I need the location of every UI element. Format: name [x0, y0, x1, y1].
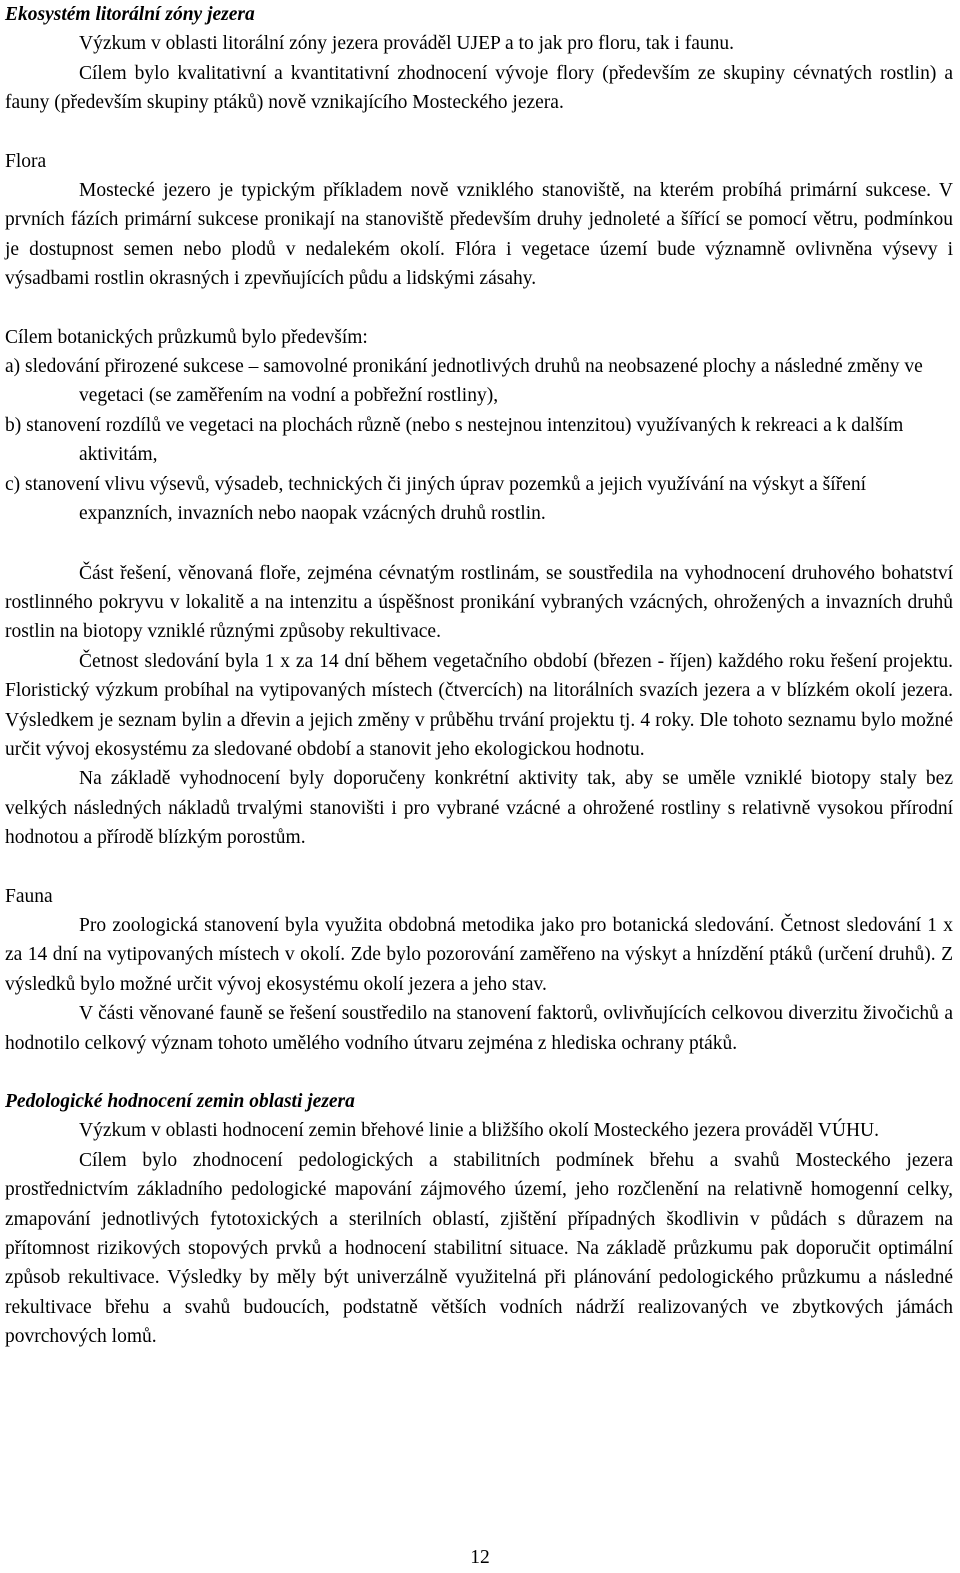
paragraph: Výzkum v oblasti hodnocení zemin břehové linie a bližšího okolí Mosteckého jezera prováděl VÚHU. [79, 1120, 880, 1142]
paragraph: Cílem bylo zhodnocení pedologických a stabilitních podmínek břehu a svahů Mosteckého jezera prostřednictvím základního pedologické mapování zájmového území, jeho rozčlenění na relativně homogenní celky, zmapování jednotlivých fytotoxických a sterilních oblastí, zjištění případných škodlivin v půdách s důrazem na přítomnost rizikových stopových prvků a hodnocení stabilitní situace. Na základě průzkumu pak doporučit optimální způsob rekultivace. Výsledky by měly být univerzálně využitelná při plánování pedologického průzkumu a následné rekultivace břehu a svahů budoucích, podstatně větších vodních nádrží realizovaných ve zbytkových jámách povrchových lomů. [5, 1149, 953, 1348]
section-title-pedology: Pedologické hodnocení zemin oblasti jezera [5, 1091, 355, 1112]
paragraph: Cílem bylo kvalitativní a kvantitativní zhodnocení vývoje flory (především ze skupiny cévnatých rostlin) a fauny (především skupiny ptáků) nově vznikajícího Mosteckého jezera. [5, 62, 953, 114]
spacer [5, 294, 953, 323]
subsection-title-flora: Flora [5, 150, 47, 172]
list-item: a) sledování přirozené sukcese – samovolné pronikání jednotlivých druhů na neobsazené plochy a následné změny ve vegetaci (se zaměřením na vodní a pobřežní rostliny), [5, 356, 923, 407]
page-number: 12 [470, 1547, 490, 1568]
subsection-title-fauna: Fauna [5, 885, 53, 907]
spacer [5, 1058, 953, 1087]
spacer [5, 529, 953, 559]
spacer [5, 118, 953, 147]
section-flora [5, 147, 953, 853]
paragraph: Na základě vyhodnocení byly doporučeny konkrétní aktivity tak, aby se uměle vzniklé biotopy staly bez velkých následných nákladů trvalými stanovišti i pro vybrané vzácné a ohrožené rostliny s relativně vysokou přírodní hodnotou a přírodě blízkým porostům. [5, 768, 953, 849]
section-title-ecosystem: Ekosystém litorální zóny jezera [5, 4, 255, 25]
goals-list [5, 352, 953, 528]
paragraph: V části věnované fauně se řešení soustředilo na stanovení faktorů, ovlivňujících celkovou diverzitu živočichů a hodnotilo celkový význam tohoto umělého vodního útvaru zejména z hlediska ochrany ptáků. [5, 1003, 953, 1054]
paragraph: Četnost sledování byla 1 x za 14 dní během vegetačního období (březen - říjen) každého roku řešení projektu. Floristický výzkum probíhal na vytipovaných místech (čtvercích) na litorálních svazích jezera a v blízkém okolí jezera. Výsledkem je seznam bylin a dřevin a jejich změny v průběhu trvání projektu tj. 4 roky. Dle tohoto seznamu bylo možné určit vývoj ekosystému za sledované období a stanovit jeho ekologickou hodnotu. [5, 650, 953, 760]
paragraph: Část řešení, věnovaná floře, zejména cévnatým rostlinám, se soustředila na vyhodnocení druhového bohatství rostlinného pokryvu v lokalitě a na intenzitu a úspěšnost pronikání vybraných vzácných, ohrožených a invazních druhů rostlin na biotopy vzniklé různými způsoby rekultivace. [5, 562, 953, 643]
list-item: b) stanovení rozdílů ve vegetaci na plochách různě (nebo s nestejnou intenzitou) využívaných k rekreaci a k dalším aktivitám, [5, 414, 904, 466]
list-item: c) stanovení vlivu výsevů, výsadeb, technických či jiných úprav pozemků a jejich využívání na výskyt a šíření expanzních, invazních nebo naopak vzácných druhů rostlin. [5, 473, 867, 525]
spacer [5, 853, 953, 882]
paragraph: Pro zoologická stanovení byla využita obdobná metodika jako pro botanická sledování. Četnost sledování 1 x za 14 dní na vytipovaných místech v okolí. Zde bylo pozorování zaměřeno na výskyt a hnízdění ptáků (určení druhů). Z výsledků bylo možné určit vývoj ekosystému okolí jezera a jeho stav. [5, 914, 953, 995]
section-ecosystem [5, 0, 953, 118]
paragraph: Mostecké jezero je typickým příkladem nově vzniklého stanoviště, na kterém probíhá primární sukcese. V prvních fázích primární sukcese pronikají na stanoviště především druhy jednoleté a šířící se pomocí větru, podmínkou je dostupnost semen nebo plodů v nedalekém okolí. Flóra i vegetace území bude významně ovlivněna výsevy i výsadbami rostlin okrasných i zpevňujících půdu a lidskými zásahy. [5, 180, 953, 290]
goals-intro: Cílem botanických průzkumů bylo především: [5, 326, 368, 348]
section-fauna [5, 882, 953, 1058]
paragraph: Výzkum v oblasti litorální zóny jezera prováděl UJEP a to jak pro floru, tak i faunu. [79, 33, 735, 55]
section-pedology [5, 1087, 953, 1352]
document-page [5, 0, 953, 1352]
